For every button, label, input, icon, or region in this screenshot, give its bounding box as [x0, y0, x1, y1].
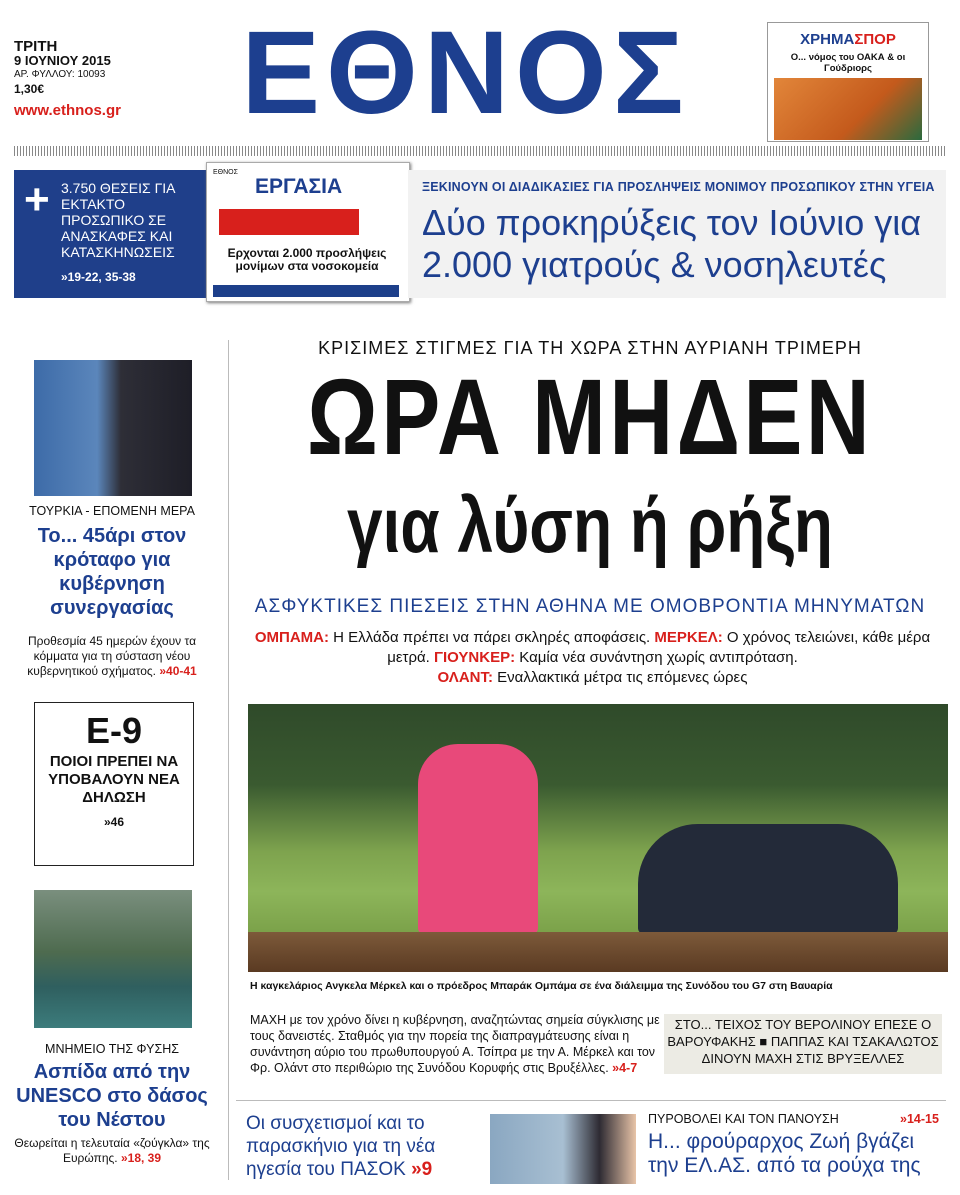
- merkel-figure: [418, 744, 538, 934]
- main-story: [250, 1012, 660, 1076]
- zoi-kicker: ΠΥΡΟΒΟΛΕΙ ΚΑΙ ΤΟΝ ΠΑΝΟΥΣΗ: [648, 1112, 839, 1126]
- health-headline: Δύο προκηρύξεις τον Ιούνιο για 2.000 γιατρούς & νοσηλευτές: [422, 202, 922, 285]
- date-block: [14, 40, 164, 118]
- turkey-body: [14, 634, 210, 679]
- e9-title: Ε-9: [85, 710, 143, 751]
- nestos-body: [14, 1136, 210, 1166]
- ergasia-red-boxes: [219, 209, 359, 235]
- erdogan-photo: [34, 360, 192, 496]
- quote-hollande-text: Εναλλακτικά μέτρα τις επόμενες ώρες: [493, 669, 748, 686]
- main-headline-2[interactable]: για λύση ή ρήξη: [347, 481, 833, 569]
- merkel-obama-photo: [248, 704, 948, 972]
- quote-merkel-name: ΜΕΡΚΕΛ:: [654, 629, 723, 646]
- basketball-photo: [774, 78, 922, 140]
- issue-day: ΤΡΙΤΗ: [14, 38, 58, 55]
- quote-merkel-text: Ο χρόνος τελειώνει, κάθε μέρα μετρά.: [387, 629, 931, 666]
- plus-icon: +: [24, 175, 50, 224]
- turkey-ref: »40-41: [159, 664, 197, 678]
- jobs-promo[interactable]: [14, 170, 206, 298]
- jobs-promo-text: 3.750 ΘΕΣΕΙΣ ΓΙΑ ΕΚΤΑΚΤΟ ΠΡΟΣΩΠΙΚΟ ΣΕ ΑΝΑΣΚΑΦΕΣ ΚΑΙ ΚΑΤΑΣΚΗΝΩΣΕΙΣ: [61, 180, 175, 260]
- main-headline[interactable]: ΩΡΑ ΜΗΔΕΝ: [306, 356, 873, 477]
- nestos-photo: [34, 890, 192, 1028]
- insert-brand: [768, 31, 928, 48]
- xrimaspor-insert[interactable]: [767, 22, 929, 142]
- turkey-body-text: Προθεσμία 45 ημερών έχουν τα κόμματα για τη σύσταση νέου κυβερνητικού σχήματος.: [27, 634, 196, 678]
- main-quotes: [240, 628, 945, 688]
- pasok-headline: Οι συσχετισμοί και το παρασκήνιο για τη νέα ηγεσία του ΠΑΣΟΚ: [246, 1113, 436, 1180]
- ergasia-insert[interactable]: [206, 162, 410, 302]
- nestos-ref: »18, 39: [120, 1151, 162, 1165]
- quote-juncker-name: ΓΙΟΥΝΚΕΡ:: [433, 649, 516, 666]
- jobs-promo-ref: »19-22, 35-38: [61, 270, 136, 284]
- bottom-divider: [236, 1100, 946, 1101]
- issue-price: 1,30€: [14, 82, 45, 96]
- pasok-ref: »9: [411, 1159, 433, 1180]
- turkey-kicker: ΤΟΥΡΚΙΑ - ΕΠΟΜΕΝΗ ΜΕΡΑ: [29, 504, 195, 518]
- ergasia-title: ΕΡΓΑΣΙΑ: [255, 175, 343, 198]
- newspaper-logo: ΕΘΝΟΣ: [241, 7, 690, 139]
- quote-juncker-text: Καμία νέα συνάντηση χωρίς αντιπρόταση.: [515, 649, 798, 666]
- bench: [248, 932, 948, 972]
- zoi-headline[interactable]: Η... φρούραρχος Ζωή βγάζει την ΕΛ.ΑΣ. από τα ρούχα της: [648, 1130, 921, 1177]
- health-kicker: ΞΕΚΙΝΟΥΝ ΟΙ ΔΙΑΔΙΚΑΣΙΕΣ ΓΙΑ ΠΡΟΣΛΗΨΕΙΣ ΜΟΝΙΜΟΥ ΠΡΟΣΩΠΙΚΟΥ ΣΤΗΝ ΥΓΕΙΑ: [422, 180, 935, 194]
- column-divider: [228, 340, 229, 1180]
- nestos-kicker: ΜΝΗΜΕΙΟ ΤΗΣ ΦΥΣΗΣ: [45, 1042, 179, 1056]
- nestos-body-text: Θεωρείται η τελευταία «ζούγκλα» της Ευρώπης.: [14, 1136, 210, 1165]
- pasok-story[interactable]: [246, 1112, 486, 1181]
- varoufakis-box[interactable]: ΣΤΟ... ΤΕΙΧΟΣ ΤΟΥ ΒΕΡΟΛΙΝΟΥ ΕΠΕΣΕ Ο ΒΑΡΟΥΦΑΚΗΣ ■ ΠΑΠΠΑΣ ΚΑΙ ΤΣΑΚΑΛΩΤΟΣ ΔΙΝΟΥΝ ΜΑΧΗ ΣΤΙΣ ΒΡΥΞΕΛΛΕΣ: [664, 1014, 942, 1074]
- quote-hollande-name: ΟΛΑΝΤ:: [437, 669, 493, 686]
- zoi-ref: »14-15: [900, 1112, 939, 1126]
- main-kicker: ΚΡΙΣΙΜΕΣ ΣΤΙΓΜΕΣ ΓΙΑ ΤΗ ΧΩΡΑ ΣΤΗΝ ΑΥΡΙΑΝΗ ΤΡΙΜΕΡΗ: [318, 338, 862, 358]
- main-story-ref: »4-7: [612, 1061, 638, 1075]
- quote-obama-name: ΟΜΠΑΜΑ:: [254, 629, 329, 646]
- ergasia-strip: [213, 285, 399, 297]
- main-story-text: ΜΑΧΗ με τον χρόνο δίνει η κυβέρνηση, αναζητώντας σημεία σύγκλισης με τους δανειστές. Σταθμός για την πορεία της διαπραγμάτευσης είναι η συνάντηση αύριο του πρωθυπουργού Α. Τσίπρα με την Α. Μέρκελ και τον Φρ. Ολάντ στο περιθώριο της Συνόδου Κορυφής στις Βρυξέλλες.: [250, 1013, 660, 1075]
- obama-figure: [638, 824, 898, 934]
- ergasia-mini-logo: ΕΘΝΟΣ: [213, 169, 238, 176]
- masthead-divider: [14, 146, 946, 156]
- website-link[interactable]: www.ethnos.gr: [14, 102, 121, 119]
- e9-ref: »46: [103, 815, 125, 829]
- photo-caption: Η καγκελάριος Ανγκελα Μέρκελ και ο πρόεδρος Μπαράκ Ομπάμα σε ένα διάλειμμα της Συνόδου του G7 στη Βαυαρία: [250, 980, 833, 992]
- e9-box[interactable]: [34, 702, 194, 866]
- insert-subtitle: Ο... νόμος του ΟΑΚΑ & οι Γούδριορς: [790, 52, 906, 74]
- issue-date: 9 ΙΟΥΝΙΟΥ 2015: [14, 53, 111, 68]
- turkey-headline[interactable]: Το... 45άρι στον κρόταφο για κυβέρνηση συνεργασίας: [37, 525, 187, 619]
- health-story[interactable]: [408, 170, 946, 298]
- issue-number: ΑΡ. ΦΥΛΛΟΥ: 10093: [14, 69, 106, 80]
- police-photo: [490, 1114, 636, 1184]
- main-subhead: ΑΣΦΥΚΤΙΚΕΣ ΠΙΕΣΕΙΣ ΣΤΗΝ ΑΘΗΝΑ ΜΕ ΟΜΟΒΡΟΝΤΙΑ ΜΗΝΥΜΑΤΩΝ: [254, 596, 926, 617]
- insert-brand-a: ΧΡΗΜΑ: [800, 31, 855, 48]
- nestos-headline[interactable]: Ασπίδα από την UNESCO στο δάσος του Νέστου: [16, 1061, 208, 1131]
- ergasia-headline: Ερχονται 2.000 προσλήψεις μονίμων στα νοσοκομεία: [227, 246, 387, 273]
- insert-brand-b: ΣΠΟΡ: [854, 31, 896, 48]
- e9-subtitle: ΠΟΙΟΙ ΠΡΕΠΕΙ ΝΑ ΥΠΟΒΑΛΟΥΝ ΝΕΑ ΔΗΛΩΣΗ: [48, 753, 180, 806]
- quote-obama-text: Η Ελλάδα πρέπει να πάρει σκληρές αποφάσεις.: [329, 629, 655, 646]
